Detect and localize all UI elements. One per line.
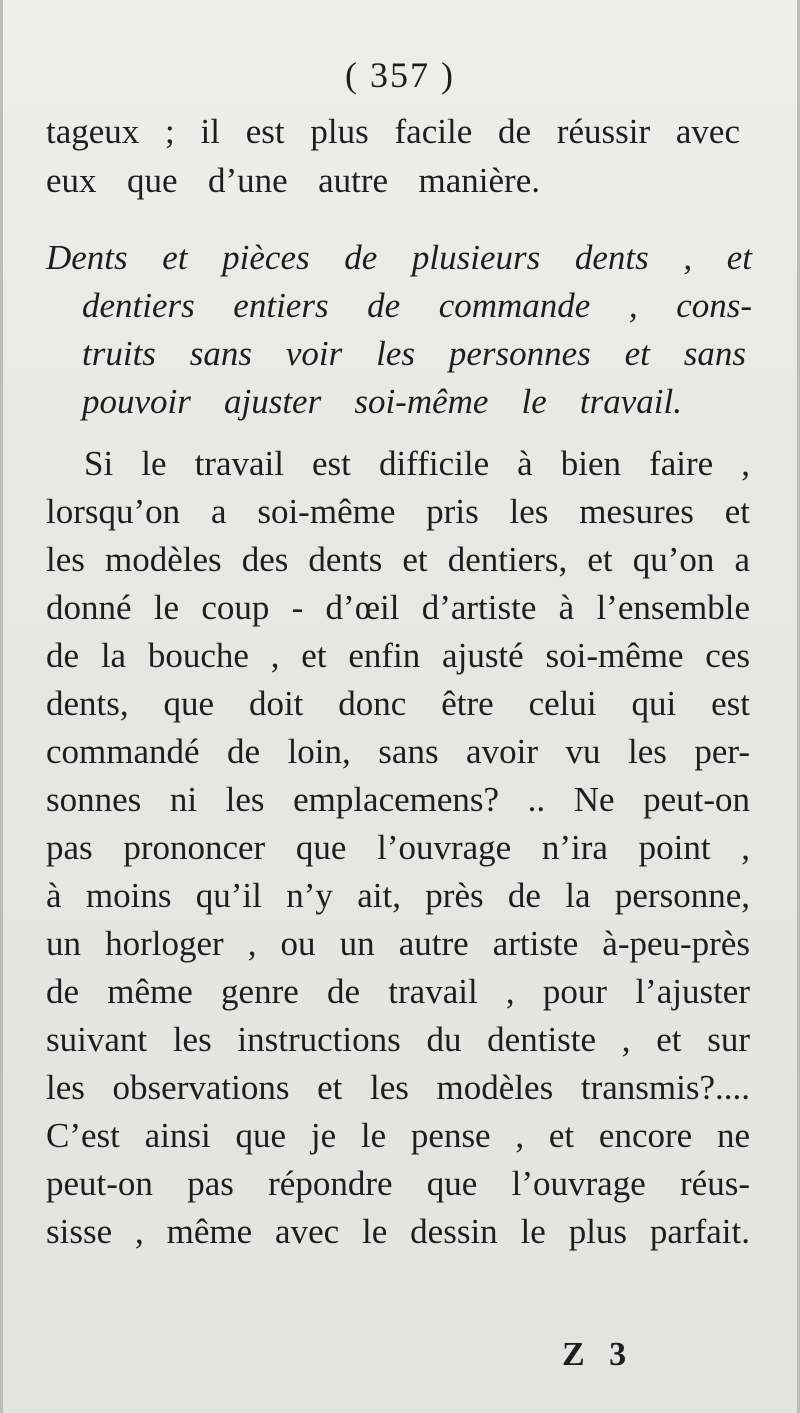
paragraph-line: un horloger , ou un autre artiste à-peu-près — [46, 924, 750, 963]
paragraph-line: dents, que doit donc être celui qui est — [46, 684, 750, 723]
paragraph-line: peut-on pas répondre que l’ouvrage réus- — [46, 1164, 750, 1203]
paragraph-line: de même genre de travail , pour l’ajuster — [46, 972, 750, 1011]
section-heading-line: pouvoir ajuster soi-même le travail. — [82, 382, 682, 421]
printer-signature-mark: Z 3 — [562, 1336, 635, 1373]
paragraph-line: commandé de loin, sans avoir vu les per- — [46, 732, 750, 771]
paragraph-line: les modèles des dents et dentiers, et qu’on a — [46, 540, 750, 579]
section-heading-line: Dents et pièces de plusieurs dents , et — [46, 238, 752, 277]
paragraph-line: suivant les instructions du dentiste , et sur — [46, 1020, 750, 1059]
paragraph-line: Si le travail est difficile à bien faire , — [84, 444, 750, 483]
page-left-edge — [0, 0, 3, 1413]
paragraph-line: eux que d’une autre manière. — [46, 161, 540, 200]
paragraph-line: lorsqu’on a soi-même pris les mesures et — [46, 492, 750, 531]
paragraph-line: de la bouche , et enfin ajusté soi-même ces — [46, 636, 750, 675]
paragraph-line: tageux ; il est plus facile de réussir avec — [46, 112, 740, 151]
page-number: ( 357 ) — [345, 55, 455, 95]
section-heading-line: dentiers entiers de commande , cons- — [82, 286, 752, 325]
paragraph-line: C’est ainsi que je le pense , et encore ne — [46, 1116, 750, 1155]
paragraph-line: pas prononcer que l’ouvrage n’ira point , — [46, 828, 750, 867]
paragraph-line: à moins qu’il n’y ait, près de la personne, — [46, 876, 750, 915]
section-heading-line: truits sans voir les personnes et sans — [82, 334, 746, 373]
paragraph-line: donné le coup - d’œil d’artiste à l’ensemble — [46, 588, 750, 627]
paragraph-line: sonnes ni les emplacemens? .. Ne peut-on — [46, 780, 750, 819]
paragraph-line: les observations et les modèles transmis?.... — [46, 1068, 750, 1107]
paragraph-line: sisse , même avec le dessin le plus parfait. — [46, 1212, 750, 1251]
